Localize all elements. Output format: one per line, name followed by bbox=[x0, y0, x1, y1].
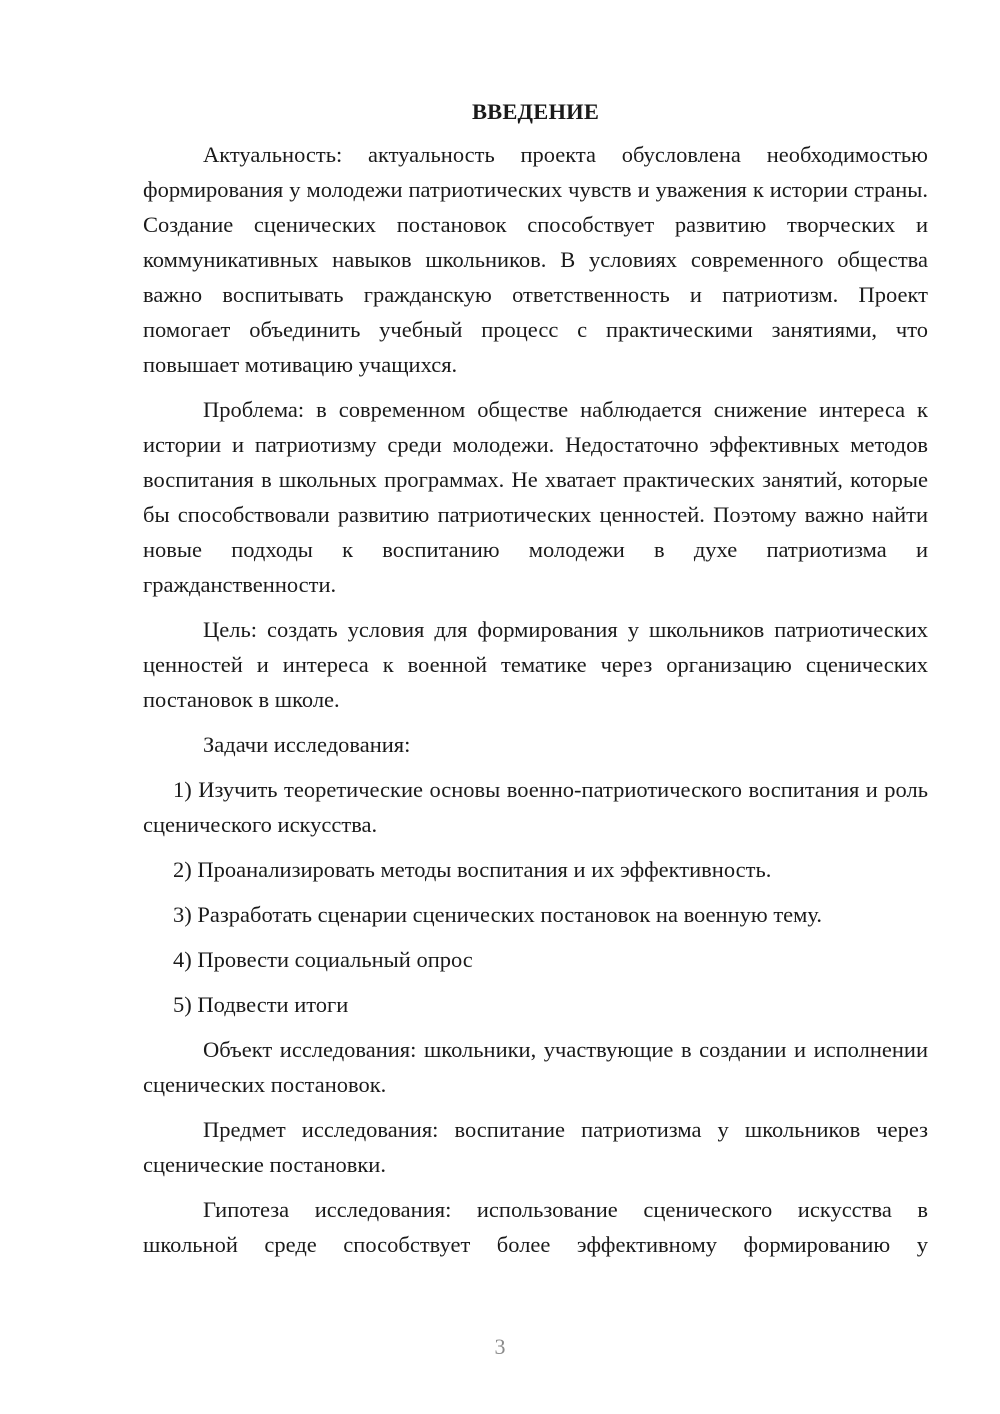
task-item-2: 2) Проанализировать методы воспитания и их эффективность. bbox=[173, 857, 772, 882]
paragraph-object: Объект исследования: школьники, участвующие в создании и исполнении сценических постановок. bbox=[143, 1037, 928, 1097]
paragraph-problem: Проблема: в современном обществе наблюдается снижение интереса к истории и патриотизму среди молодежи. Недостаточно эффективных методов воспитания в школьных программах. Не хватает практических занятий, которые бы способствовали развитию патриотических ценностей. Поэтому важно найти новые подходы к воспитанию молодежи в духе патриотизма и гражданственности. bbox=[143, 397, 928, 597]
task-item-1: 1) Изучить теоретические основы военно-патриотического воспитания и роль сценического искусства. bbox=[143, 777, 928, 837]
paragraph-hypothesis: Гипотеза исследования: использование сценического искусства в школьной среде способствует более эффективному формированию у bbox=[143, 1197, 928, 1257]
page-number: 3 bbox=[494, 1334, 506, 1359]
paragraph-tasks-title: Задачи исследования: bbox=[203, 732, 411, 757]
section-heading: ВВЕДЕНИЕ bbox=[471, 99, 600, 124]
task-item-5: 5) Подвести итоги bbox=[173, 992, 349, 1017]
task-item-3: 3) Разработать сценарии сценических постановок на военную тему. bbox=[173, 902, 822, 927]
page-content bbox=[143, 94, 928, 1272]
tasks-list bbox=[143, 772, 928, 1022]
paragraph-relevance: Актуальность: актуальность проекта обусловлена необходимостью формирования у молодежи патриотических чувств и уважения к истории страны. Создание сценических постановок способствует развитию творческих и коммуникативных навыков школьников. В условиях современного общества важно воспитывать гражданскую ответственность и патриотизм. Проект помогает объединить учебный процесс с практическими занятиями, что повышает мотивацию учащихся. bbox=[143, 142, 928, 377]
paragraph-goal: Цель: создать условия для формирования у школьников патриотических ценностей и интереса к военной тематике через организацию сценических постановок в школе. bbox=[143, 617, 928, 712]
task-item-4: 4) Провести социальный опрос bbox=[173, 947, 473, 972]
paragraph-subject: Предмет исследования: воспитание патриотизма у школьников через сценические постановки. bbox=[143, 1117, 928, 1177]
